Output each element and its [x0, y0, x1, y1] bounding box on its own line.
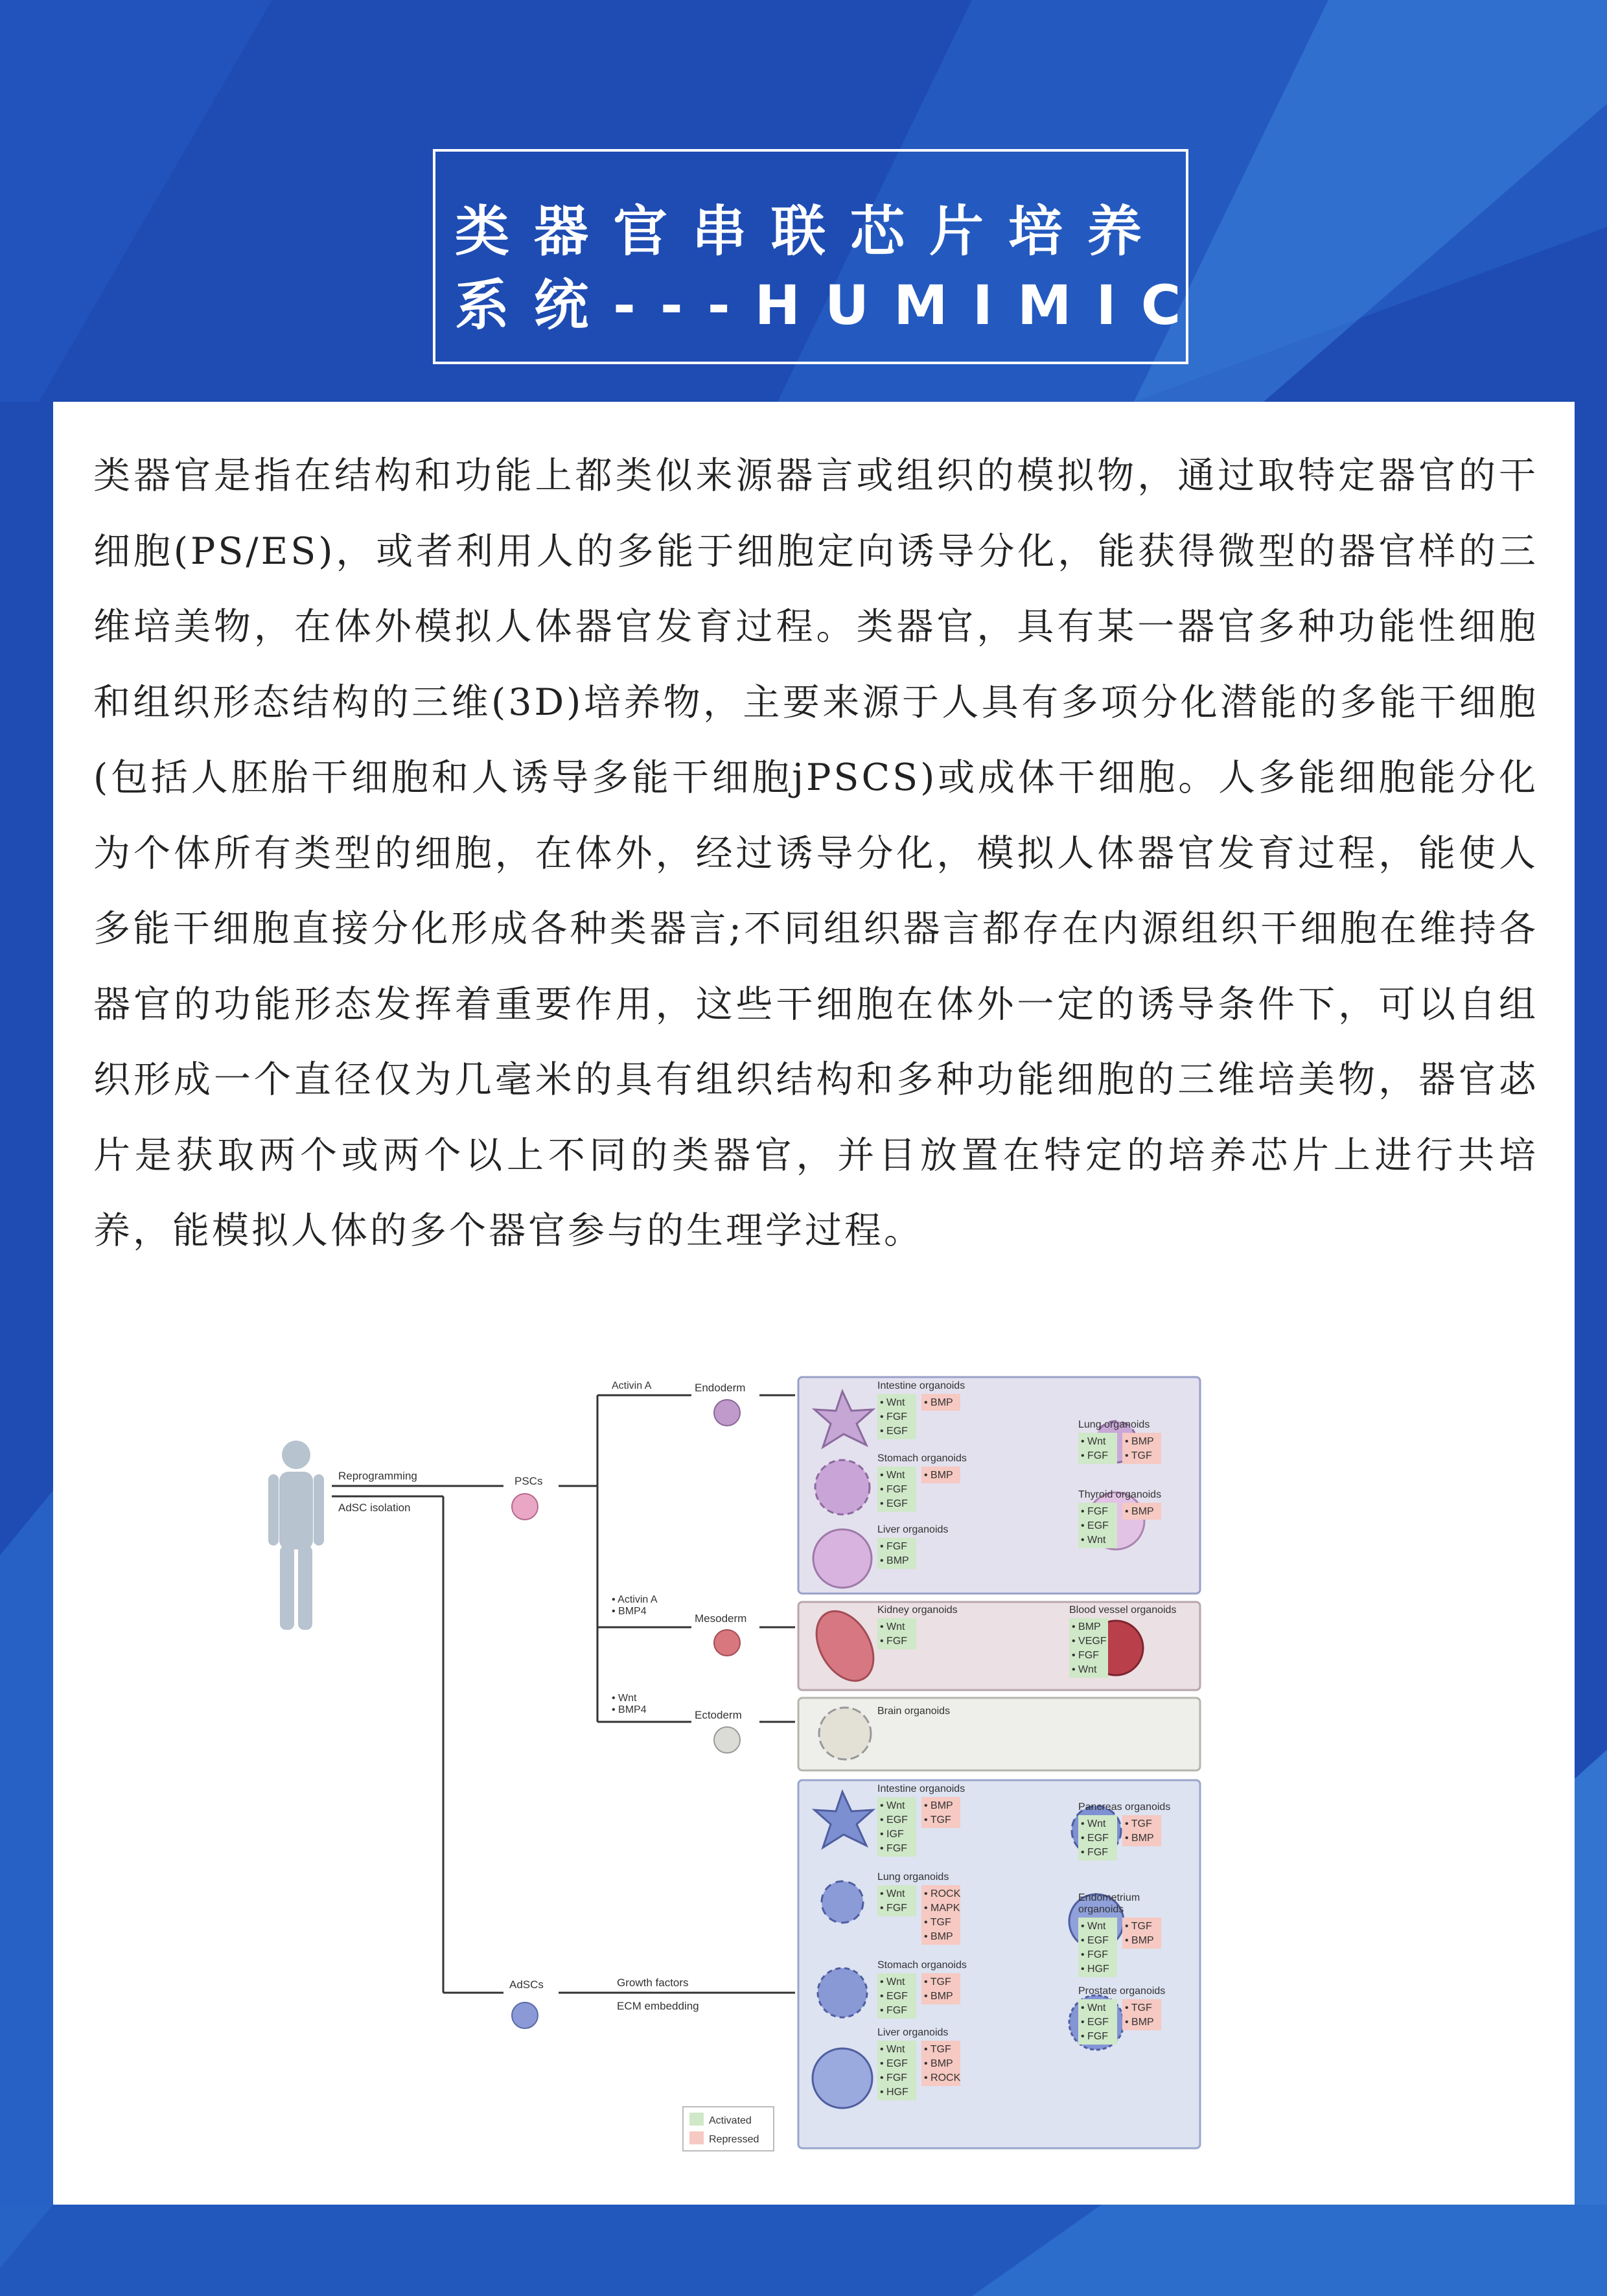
organoid-a-intestine: Intestine organoids [877, 1783, 965, 1794]
a-liver-rep-factor: • BMP [924, 2058, 953, 2069]
a-endometrium-act-factor: • FGF [1081, 1949, 1109, 1960]
organoid-a-liver: Liver organoids [877, 2027, 949, 2038]
human-body-icon [268, 1441, 324, 1630]
title-box [433, 149, 1206, 364]
a-endometrium-act-factor: • EGF [1081, 1935, 1109, 1946]
thyroid-act-factor: • Wnt [1081, 1535, 1106, 1546]
organoid-brain: Brain organoids [877, 1706, 951, 1717]
label-mesoderm: Mesoderm [695, 1612, 747, 1625]
thyroid-act-factor: • FGF [1081, 1506, 1109, 1517]
organoid-diagram [53, 1338, 1575, 2187]
body-text [93, 438, 1538, 1269]
title-line-1: 类器官串联芯片培养 [455, 200, 1167, 263]
label-activin-a-2: • Activin A [612, 1594, 658, 1605]
stomach-act-factor: • EGF [880, 1498, 908, 1509]
label-bmp4-b: • BMP4 [612, 1704, 647, 1715]
a-pancreas-act-factor: • FGF [1081, 1847, 1109, 1858]
stomach-act-factor: • Wnt [880, 1470, 905, 1481]
lung-act-factor: • FGF [1081, 1450, 1109, 1461]
label-ectoderm: Ectoderm [695, 1709, 742, 1721]
a-prostate-act-factor: • Wnt [1081, 2002, 1106, 2013]
legend-repressed: Repressed [709, 2134, 759, 2145]
a-pancreas-rep-factor: • BMP [1125, 1833, 1154, 1844]
a-lung-rep-factor: • BMP [924, 1931, 953, 1942]
a-stomach-rep-factor: • TGF [924, 1977, 951, 1988]
intestine-act-factor: • EGF [880, 1426, 908, 1437]
endoderm-cell [714, 1400, 740, 1426]
organoid-lung: Lung organoids [1078, 1419, 1150, 1430]
intestine-rep-factor: • BMP [924, 1397, 953, 1408]
organoid-a-stomach: Stomach organoids [877, 1960, 967, 1971]
vessel-act-factor: • BMP [1072, 1621, 1101, 1632]
a-endometrium-act-factor: • HGF [1081, 1964, 1109, 1975]
a-pancreas-rep-factor: • TGF [1125, 1818, 1152, 1829]
a-intestine-act-factor: • IGF [880, 1829, 904, 1840]
organoid-thyroid: Thyroid organoids [1078, 1489, 1162, 1500]
liver-act-factor: • FGF [880, 1541, 908, 1552]
a-stomach-act-factor: • FGF [880, 2005, 908, 2016]
a-intestine-rep-factor: • TGF [924, 1815, 951, 1826]
a-lung-act-factor: • FGF [880, 1903, 908, 1914]
label-pscs: PSCs [514, 1475, 543, 1487]
a-prostate-act-factor: • EGF [1081, 2017, 1109, 2028]
a-endometrium-rep-factor: • BMP [1125, 1935, 1154, 1946]
a-lung-rep-factor: • ROCK [924, 1888, 961, 1899]
label-adsc-isolation: AdSC isolation [338, 1502, 411, 1514]
a-lung-rep-factor: • MAPK [924, 1903, 960, 1914]
intestine-act-factor: • Wnt [880, 1397, 905, 1408]
lung-rep-factor: • TGF [1125, 1450, 1152, 1461]
a-intestine-rep-factor: • BMP [924, 1800, 953, 1811]
label-endoderm: Endoderm [695, 1382, 746, 1394]
label-activin-a: Activin A [612, 1380, 652, 1391]
a-liver-act-factor: • HGF [880, 2087, 908, 2098]
adsc-cell [512, 2002, 538, 2028]
a-pancreas-act-factor: • EGF [1081, 1833, 1109, 1844]
label-reprogramming: Reprogramming [338, 1470, 417, 1482]
a-stomach-act-factor: • Wnt [880, 1977, 905, 1988]
legend-activated: Activated [709, 2115, 752, 2126]
lung-rep-factor: • BMP [1125, 1436, 1154, 1447]
label-growth-factors: Growth factors [617, 1977, 689, 1989]
organoid-intestine: Intestine organoids [877, 1380, 965, 1391]
vessel-act-factor: • Wnt [1072, 1664, 1097, 1675]
a-endometrium-act-factor: • Wnt [1081, 1921, 1106, 1932]
organoid-a-endometrium-2: organoids [1078, 1904, 1124, 1915]
a-lung-rep-factor: • TGF [924, 1917, 951, 1928]
title-line-2: 系统---HUMIMIC [455, 273, 1206, 337]
a-intestine-act-factor: • Wnt [880, 1800, 905, 1811]
a-endometrium-rep-factor: • TGF [1125, 1921, 1152, 1932]
body-paragraph: 类器官是指在结构和功能上都类似来源器言或组织的模拟物，通过取特定器官的干细胞(PS/ES)，或者利用人的多能于细胞定向诱导分化，能获得微型的器官样的三维培美物，在体外模拟人体器官发育过程。类器官，具有某一器官多种功能性细胞和组织形态结构的三维(3D)培养物，主要来源于人具有多项分化潜能的多能干细胞(包括人胚胎干细胞和人诱导多能干细胞jPSCS)或成体干细胞。人多能细胞能分化为个体所有类型的细胞，在体外，经过诱导分化，模拟人体器官发育过程，能使人多能干细胞直接分化形成各种类器言;不同组织器言都存在内源组织干细胞在维持各器官的功能形态发挥着重要作用，这些干细胞在体外一定的诱导条件下，可以自组织形成一个直径仅为几毫米的具有组织结构和多种功能细胞的三维培美物，器官苾片是获取两个或两个以上不同的类器官，并目放置在特定的培养芯片上进行共培养，能模拟人体的多个器官参与的生理学过程。 [93, 454, 1538, 1252]
thyroid-rep-factor: • BMP [1125, 1506, 1154, 1517]
mesoderm-cell [714, 1630, 740, 1656]
ectoderm-cell [714, 1727, 740, 1753]
organoid-a-lung: Lung organoids [877, 1872, 949, 1883]
a-prostate-act-factor: • FGF [1081, 2031, 1109, 2042]
intestine-act-factor: • FGF [880, 1411, 908, 1422]
legend-repressed-swatch [689, 2131, 704, 2144]
a-liver-rep-factor: • ROCK [924, 2072, 961, 2083]
organoid-a-pancreas: Pancreas organoids [1078, 1802, 1171, 1813]
label-adscs: AdSCs [509, 1978, 544, 1991]
thyroid-act-factor: • EGF [1081, 1520, 1109, 1531]
a-prostate-rep-factor: • TGF [1125, 2002, 1152, 2013]
a-stomach-rep-factor: • BMP [924, 1991, 953, 2002]
a-intestine-act-factor: • FGF [880, 1843, 908, 1854]
a-stomach-act-factor: • EGF [880, 1991, 908, 2002]
stomach-rep-factor: • BMP [924, 1470, 953, 1481]
legend-activated-swatch [689, 2113, 704, 2126]
label-wnt: • Wnt [612, 1693, 637, 1704]
a-pancreas-act-factor: • Wnt [1081, 1818, 1106, 1829]
organoid-a-endometrium: Endometrium [1078, 1892, 1140, 1903]
a-liver-rep-factor: • TGF [924, 2044, 951, 2055]
label-bmp4: • BMP4 [612, 1606, 647, 1617]
psc-cell [512, 1494, 538, 1520]
a-intestine-act-factor: • EGF [880, 1815, 908, 1826]
legend [683, 2107, 774, 2151]
organoid-liver: Liver organoids [877, 1524, 949, 1535]
vessel-act-factor: • VEGF [1072, 1636, 1107, 1647]
a-liver-act-factor: • EGF [880, 2058, 908, 2069]
organoid-kidney: Kidney organoids [877, 1605, 958, 1616]
content-card [53, 402, 1575, 2205]
pathway-lines [332, 1395, 795, 1993]
vessel-act-factor: • FGF [1072, 1650, 1100, 1661]
a-liver-act-factor: • Wnt [880, 2044, 905, 2055]
organoid-vessel: Blood vessel organoids [1069, 1605, 1177, 1616]
stomach-act-factor: • FGF [880, 1484, 908, 1495]
lung-act-factor: • Wnt [1081, 1436, 1106, 1447]
kidney-act-factor: • FGF [880, 1636, 908, 1647]
liver-act-factor: • BMP [880, 1555, 909, 1566]
label-ecm-embedding: ECM embedding [617, 2000, 699, 2012]
a-liver-act-factor: • FGF [880, 2072, 908, 2083]
organoid-stomach: Stomach organoids [877, 1453, 967, 1464]
kidney-act-factor: • Wnt [880, 1621, 905, 1632]
a-lung-act-factor: • Wnt [880, 1888, 905, 1899]
organoid-a-prostate: Prostate organoids [1078, 1986, 1166, 1997]
a-prostate-rep-factor: • BMP [1125, 2017, 1154, 2028]
